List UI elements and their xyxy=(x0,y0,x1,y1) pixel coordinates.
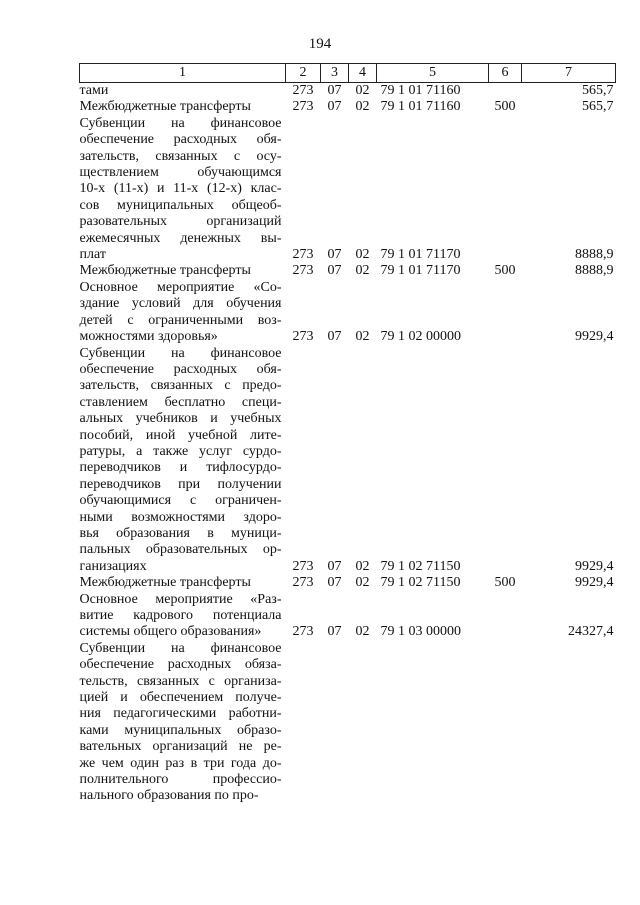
ministry-code: 273 xyxy=(292,558,314,574)
expense-name-line: же чем один раз в три года до- xyxy=(79,755,282,771)
subsection-code: 02 xyxy=(355,624,370,640)
table-row xyxy=(80,99,616,115)
ministry-code: 273 xyxy=(292,99,314,115)
target-article-code: 79 1 01 71160 xyxy=(380,99,461,115)
table-row xyxy=(80,575,616,591)
expense-name-line: обеспечение расходных обяза- xyxy=(79,657,282,673)
expense-name xyxy=(80,575,286,591)
expense-name xyxy=(80,346,286,576)
subsection-code: 02 xyxy=(355,247,370,263)
column-header-7: 7 xyxy=(522,64,616,83)
section-code: 07 xyxy=(327,263,342,279)
expense-name-line: ганизациях xyxy=(79,558,147,574)
expense-name xyxy=(80,263,286,279)
amount: 8888,9 xyxy=(575,247,614,263)
expense-name-line: витие кадрового потенциала xyxy=(79,608,282,623)
column-header-1: 1 xyxy=(80,64,286,83)
expense-type-code: 500 xyxy=(494,99,516,115)
expense-type-code xyxy=(489,641,522,805)
expense-name-line: зательств, связанных с предо- xyxy=(79,378,282,394)
table-row xyxy=(80,346,616,576)
expense-name xyxy=(80,280,286,346)
expense-name-line: можностями здоровья» xyxy=(79,329,218,345)
ministry-code: 273 xyxy=(292,83,314,98)
section-code: 07 xyxy=(327,624,342,640)
expense-type-code: 500 xyxy=(494,575,516,591)
expense-type-code xyxy=(489,116,522,264)
expense-name-line: обеспечение расходных обя- xyxy=(79,361,282,377)
ministry-code: 273 xyxy=(292,329,314,345)
expense-name-line: обучающимися с ограничен- xyxy=(79,493,282,509)
section-code: 07 xyxy=(327,558,342,574)
expense-name-line: пальных образовательных ор- xyxy=(79,542,282,558)
column-header-2: 2 xyxy=(286,64,321,83)
target-article-code: 79 1 03 00000 xyxy=(380,624,461,640)
expense-name xyxy=(80,116,286,264)
expense-name-line: вья образования в муници- xyxy=(79,525,282,541)
expense-name-line: пособий, иной учебной лите- xyxy=(79,427,282,443)
expense-type-code: 500 xyxy=(494,263,516,279)
budget-table xyxy=(79,63,616,805)
section-code: 07 xyxy=(327,247,342,263)
expense-name-line: Основное мероприятие «Со- xyxy=(79,279,282,295)
expense-type-code xyxy=(489,280,522,346)
page-number: 194 xyxy=(308,36,332,52)
target-article-code: 79 1 02 00000 xyxy=(380,329,461,345)
target-article-code: 79 1 01 71170 xyxy=(380,263,461,279)
amount xyxy=(522,641,616,805)
table-row xyxy=(80,116,616,264)
ministry-code: 273 xyxy=(292,247,314,263)
amount: 9929,4 xyxy=(575,329,614,345)
table-row xyxy=(80,592,616,641)
expense-type-code xyxy=(489,346,522,576)
subsection-code: 02 xyxy=(355,329,370,345)
expense-name-line: нального образования по про- xyxy=(79,788,259,804)
expense-name-line: цией и обеспечением получе- xyxy=(79,690,282,706)
ministry-code: 273 xyxy=(292,575,314,591)
amount: 9929,4 xyxy=(575,575,614,591)
expense-name-line: Межбюджетные трансферты xyxy=(79,99,251,115)
amount: 9929,4 xyxy=(575,558,614,574)
expense-name-line: Основное мероприятие «Раз- xyxy=(79,591,282,607)
expense-name-line: ежемесячных денежных вы- xyxy=(79,230,282,246)
expense-type-code xyxy=(489,83,522,100)
expense-name xyxy=(80,83,286,100)
amount: 565,7 xyxy=(582,83,614,98)
subsection-code: 02 xyxy=(355,83,370,98)
amount: 8888,9 xyxy=(575,263,614,279)
expense-name-line: вательных организаций не ре- xyxy=(79,739,282,755)
expense-name-line: сов муниципальных общеоб- xyxy=(79,197,282,213)
expense-name-line: Межбюджетные трансферты xyxy=(79,263,251,279)
target-article-code: 79 1 01 71170 xyxy=(380,247,461,263)
ministry-code: 273 xyxy=(292,263,314,279)
table-row xyxy=(80,263,616,279)
ministry-code: 273 xyxy=(292,624,314,640)
expense-name-line: плат xyxy=(79,247,106,263)
target-article-code xyxy=(377,641,489,805)
section-code xyxy=(321,641,349,805)
target-article-code: 79 1 02 71150 xyxy=(380,558,461,574)
table-header-row xyxy=(80,64,616,83)
expense-name-line: ществлением обучающимся xyxy=(79,165,282,181)
section-code: 07 xyxy=(327,99,342,115)
amount: 565,7 xyxy=(582,99,614,115)
expense-name-line: детей с ограниченными воз- xyxy=(79,312,282,328)
expense-name-line: переводчиков и тифлосурдо- xyxy=(79,460,282,476)
expense-type-code xyxy=(489,592,522,641)
table-row xyxy=(80,641,616,805)
expense-name-line: системы общего образования» xyxy=(79,624,262,640)
amount: 24327,4 xyxy=(568,624,614,640)
expense-name-line: ставлением бесплатно специ- xyxy=(79,394,282,410)
expense-name xyxy=(80,99,286,115)
expense-name-line: 10-х (11-х) и 11-х (12-х) клас- xyxy=(79,181,282,197)
column-header-4: 4 xyxy=(349,64,377,83)
expense-name-line: тельств, связанных с организа- xyxy=(79,673,282,689)
expense-name-line: ными возможностями здоро- xyxy=(79,509,282,525)
column-header-5: 5 xyxy=(377,64,489,83)
expense-name-line: обеспечение расходных обя- xyxy=(79,132,282,148)
expense-name-line: ками муниципальных образо- xyxy=(79,722,282,738)
subsection-code: 02 xyxy=(355,263,370,279)
expense-name-line: Субвенции на финансовое xyxy=(79,640,282,656)
expense-name xyxy=(80,592,286,641)
section-code: 07 xyxy=(327,83,342,98)
subsection-code: 02 xyxy=(355,558,370,574)
table-row xyxy=(80,280,616,346)
expense-name-line: Субвенции на финансовое xyxy=(79,345,282,361)
section-code: 07 xyxy=(327,329,342,345)
target-article-code: 79 1 02 71150 xyxy=(380,575,461,591)
ministry-code xyxy=(286,641,321,805)
expense-name-line: полнительного профессио- xyxy=(79,772,282,788)
expense-name-line: ния педагогическими работни- xyxy=(79,706,282,722)
expense-name-line: переводчиков при получении xyxy=(79,476,282,492)
expense-name xyxy=(80,641,286,805)
expense-name-line: альных учебников и учебных xyxy=(79,411,282,427)
expense-name-line: ратуры, а также услуг сурдо- xyxy=(79,443,282,459)
expense-name-line: тами xyxy=(79,83,109,98)
column-header-3: 3 xyxy=(321,64,349,83)
subsection-code xyxy=(349,641,377,805)
expense-name-line: здание условий для обучения xyxy=(79,296,282,312)
column-header-6: 6 xyxy=(489,64,522,83)
subsection-code: 02 xyxy=(355,575,370,591)
expense-name-line: разовательных организаций xyxy=(79,214,282,230)
expense-name-line: Межбюджетные трансферты xyxy=(79,575,251,591)
expense-name-line: зательств, связанных с осу- xyxy=(79,148,282,164)
section-code: 07 xyxy=(327,575,342,591)
subsection-code: 02 xyxy=(355,99,370,115)
expense-name-line: Субвенции на финансовое xyxy=(79,115,282,131)
target-article-code: 79 1 01 71160 xyxy=(380,83,461,98)
table-row xyxy=(80,83,616,100)
